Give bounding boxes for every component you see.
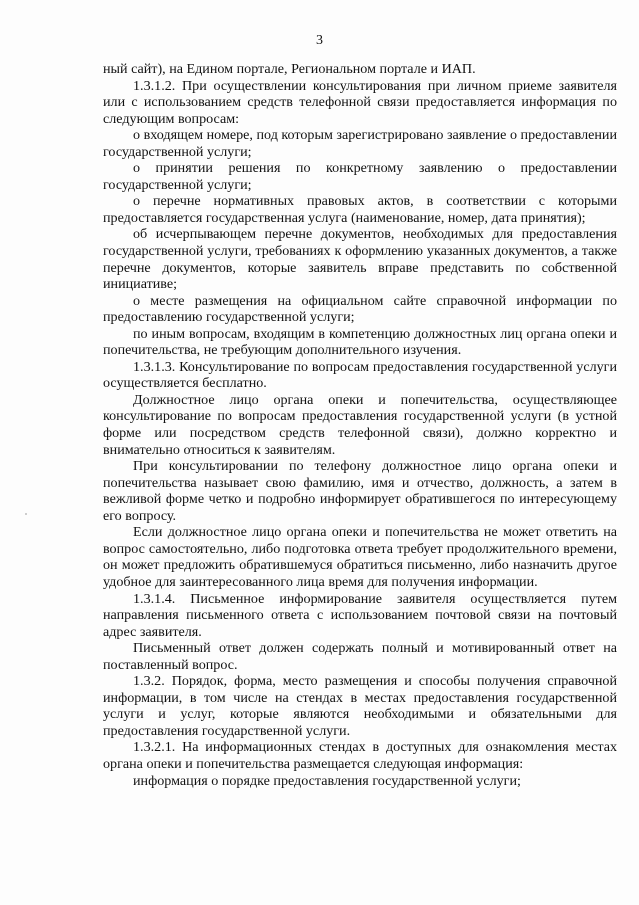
paragraph-written-answer: Письменный ответ должен содержать полный и мотивированный ответ на поставленный вопрос.	[103, 640, 617, 673]
paragraph-1-3-1-4: 1.3.1.4. Письменное информирование заявителя осуществляется путем направления письменного ответа с использованием почтовой связи на почтовый адрес заявителя.	[103, 590, 617, 640]
paragraph-1-3-2-1: 1.3.2.1. На информационных стендах в доступных для ознакомления местах органа опеки и попечительства размещается следующая информация:	[103, 739, 617, 772]
paragraph-cannot-answer: Если должностное лицо органа опеки и попечительства не может ответить на вопрос самостоятельно, либо подготовка ответа требует продолжительного времени, он может предложить обратившемуся обратиться письменно, либо назначить другое удобное для заинтересованного лица время для получения информации.	[103, 524, 617, 590]
paragraph-phone-consultation: При консультировании по телефону должностное лицо органа опеки и попечительства называет свою фамилию, имя и отчество, должность, а затем в вежливой форме четко и подробно информирует обратившегося по интересующему его вопросу.	[103, 458, 617, 524]
paragraph-1-3-1-3: 1.3.1.3. Консультирование по вопросам предоставления государственной услуги осуществляется бесплатно.	[103, 358, 617, 392]
list-item-incoming-number: о входящем номере, под которым зарегистрировано заявление о предоставлении государственной услуги;	[103, 127, 617, 160]
paragraph-1-3-2: 1.3.2. Порядок, форма, место размещения и способы получения справочной информации, в том числе на стендах в местах предоставления государственной услуги и услуг, которые являются необходимыми и обязательными для предоставления государственной услуги.	[103, 673, 617, 739]
paragraph-1-3-1-2: 1.3.1.2. При осуществлении консультирования при личном приеме заявителя или с использованием средств телефонной связи предоставляется информация по следующим вопросам:	[103, 77, 617, 127]
scan-margin-dot	[25, 513, 27, 515]
paragraph-official-conduct: Должностное лицо органа опеки и попечительства, осуществляющее консультирование по вопросам предоставления государственной услуги (в устной форме или посредством средств телефонной связи), должно корректно и внимательно относиться к заявителям.	[103, 391, 617, 458]
list-item-other-questions: по иным вопросам, входящим в компетенцию должностных лиц органа опеки и попечительства, не требующим дополнительного изучения.	[103, 325, 617, 359]
list-item-decision: о принятии решения по конкретному заявлению о предоставлении государственной услуги;	[103, 160, 617, 193]
paragraph-continuation: ный сайт), на Едином портале, Региональном портале и ИАП.	[103, 61, 476, 77]
list-item-documents: об исчерпывающем перечне документов, необходимых для предоставления государственной услуги, требованиях к оформлению указанных документов, а также перечне документов, которые заявитель вправе представить по собственной инициативе;	[103, 226, 617, 293]
page-number: 3	[316, 33, 323, 48]
list-item-website-info: о месте размещения на официальном сайте справочной информации по предоставлению государственной услуги;	[103, 292, 617, 326]
list-item-legal-acts: о перечне нормативных правовых актов, в соответствии с которыми предоставляется государственная услуга (наименование, номер, дата принятия);	[103, 193, 617, 226]
list-item-procedure-info: информация о порядке предоставления государственной услуги;	[133, 772, 521, 789]
document-body	[103, 61, 617, 789]
